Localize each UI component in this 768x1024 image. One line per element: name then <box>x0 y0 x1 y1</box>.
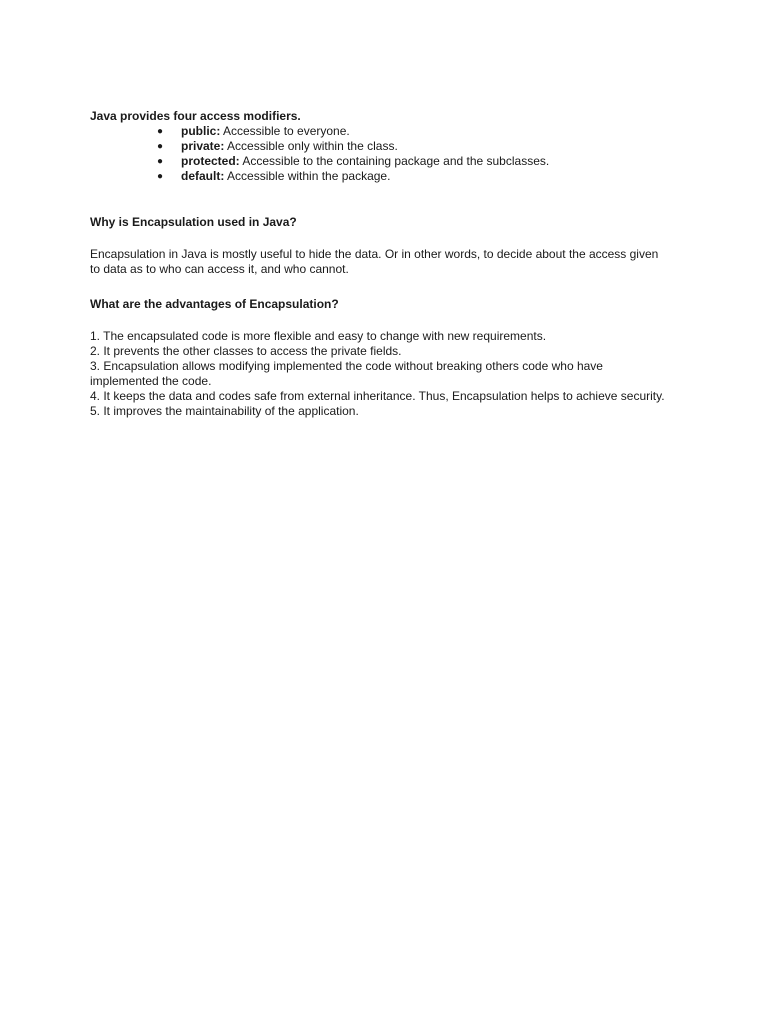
modifier-term: protected: <box>181 154 240 168</box>
modifier-term: public: <box>181 124 221 138</box>
advantage-item: 5. It improves the maintainability of the application. <box>90 404 359 418</box>
modifier-description: Accessible only within the class. <box>224 139 398 153</box>
bullet-icon: ● <box>157 141 164 152</box>
list-item-private <box>90 139 670 154</box>
advantage-item: 4. It keeps the data and codes safe from external inheritance. Thus, Encapsulation helps to achieve security. <box>90 389 665 403</box>
list-item-protected <box>90 154 670 169</box>
advantage-item: 3. Encapsulation allows modifying implemented the code without breaking others code who have implemented the code. <box>90 359 603 388</box>
modifier-term: private: <box>181 139 225 153</box>
why-encapsulation-paragraph: Encapsulation in Java is mostly useful to hide the data. Or in other words, to decide about the access given to data as to who can access it, and who cannot. <box>90 247 659 276</box>
document-page <box>90 109 670 419</box>
modifier-description: Accessible within the package. <box>224 169 391 183</box>
list-item-public <box>90 124 670 139</box>
advantages-list <box>90 329 670 419</box>
bullet-icon: ● <box>157 126 164 137</box>
advantage-item: 2. It prevents the other classes to access the private fields. <box>90 344 402 358</box>
modifier-description: Accessible to everyone. <box>220 124 350 138</box>
modifier-term: default: <box>181 169 225 183</box>
access-modifiers-list <box>90 124 670 184</box>
advantages-heading: What are the advantages of Encapsulation? <box>90 297 339 311</box>
advantage-item: 1. The encapsulated code is more flexible and easy to change with new requirements. <box>90 329 547 343</box>
access-modifiers-heading: Java provides four access modifiers. <box>90 109 301 123</box>
bullet-icon: ● <box>157 156 164 167</box>
bullet-icon: ● <box>157 171 164 182</box>
why-encapsulation-heading: Why is Encapsulation used in Java? <box>90 215 297 229</box>
modifier-description: Accessible to the containing package and the subclasses. <box>239 154 550 168</box>
list-item-default <box>90 169 670 184</box>
